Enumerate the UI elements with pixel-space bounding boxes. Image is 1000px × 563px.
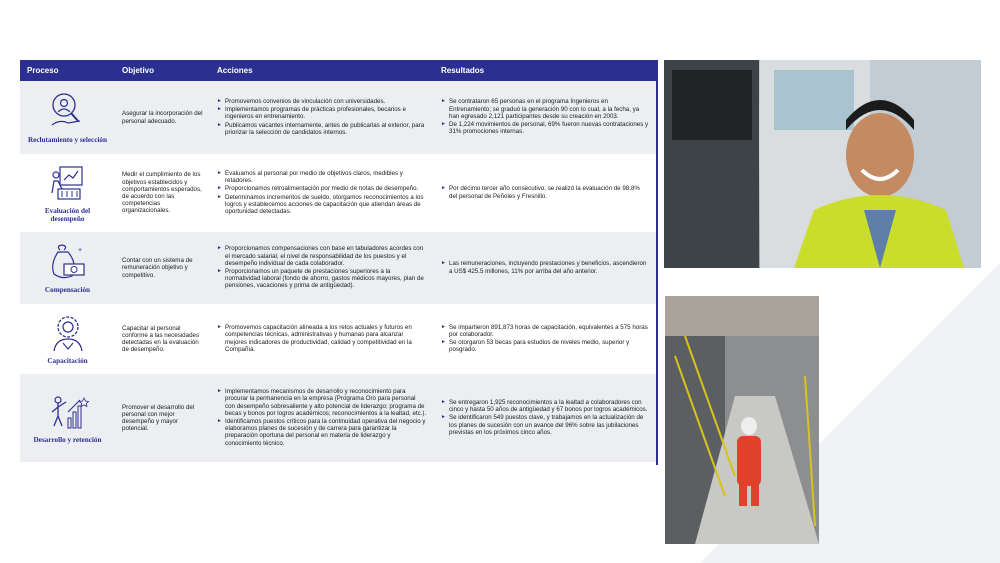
list-item: ► Implementamos programas de prácticas profesionales, becarios e ingenieros en entrenamiento. — [217, 106, 427, 120]
compensation-icon — [46, 242, 90, 284]
list-item: ► Evaluamos al personal por medio de objetivos claros, medibles y retadores. — [217, 170, 427, 184]
process-label: Evaluación del desempeño — [44, 207, 91, 224]
header-proceso: Proceso — [27, 66, 59, 75]
header-objetivo: Objetivo — [122, 66, 155, 75]
list-item: ► De 1,224 movimientos de personal, 69% fueron nuevas contrataciones y 31% promociones internas. — [441, 121, 649, 135]
process-cell — [20, 81, 115, 154]
training-icon — [46, 313, 90, 355]
table-divider — [656, 60, 658, 465]
objective-cell: Asegurar la incorporación del personal adecuado. — [122, 110, 203, 125]
list-item: ► Identificamos puestos críticos para la continuidad operativa del negocio y elaboramos planes de sucesión y de carrera para garantizar la preparación oportuna del personal en materia de liderazgo y conocimiento técnico. — [217, 418, 427, 447]
header-resultados: Resultados — [441, 66, 485, 75]
list-item: ► Se contrataron 65 personas en el programa Ingenieros en Entrenamiento; se graduó la generación 90 con lo cual, a la fecha, ya han egresado 2,121 participantes desde su creación en 2003. — [441, 98, 649, 120]
list-item: ► Se impartieron 891,873 horas de capacitación, equivalentes a 575 horas por colaborador. — [441, 324, 649, 338]
process-label: Reclutamiento y selección — [27, 135, 108, 144]
results-cell — [434, 156, 656, 230]
staircase-worker-photo — [665, 296, 819, 544]
table-row — [20, 232, 656, 306]
list-item: ► Se identificaron 549 puestos clave, y trabajamos en la actualización de los planes de sucesión con un avance del 96% sobre las jubilaciones previstas en los próximos cinco años. — [441, 414, 649, 436]
results-cell — [434, 306, 656, 372]
list-item: ► Implementamos mecanismos de desarrollo y reconocimiento para procurar la permanencia en la empresa (Programa Oro para personal con desempeño sobresaliente y alto potencial de liderazgo; programa de becas y bonos por logros académicos; reconocimientos a la lealtad, etc.). — [217, 388, 427, 417]
actions-cell — [210, 374, 434, 462]
list-item: ► Promovemos convenios de vinculación con universidades. — [217, 98, 427, 105]
actions-cell — [210, 306, 434, 372]
list-item: ► Se otorgaron 53 becas para estudios de niveles medio, superior y posgrado. — [441, 339, 649, 353]
actions-cell — [210, 156, 434, 230]
process-cell — [20, 306, 115, 372]
list-item: ► Se entregaron 1,925 reconocimientos a la lealtad a colaboradores con cinco y hasta 50 años de antigüedad y 67 bonos por logros académicos. — [441, 399, 649, 413]
list-item: ► Publicamos vacantes internamente, antes de publicarlas al exterior, para priorizar la selección de candidatos internos. — [217, 122, 427, 136]
process-cell — [20, 374, 115, 462]
process-label: Capacitación — [47, 357, 88, 366]
results-cell — [434, 81, 656, 154]
list-item: ► Proporcionamos un paquete de prestaciones superiores a la normatividad laboral (fondo de ahorro, gastos médicos mayores, plan de pensiones, vacaciones y prima de antigüedad). — [217, 268, 427, 290]
list-item: ► Proporcionamos compensaciones con base en tabuladores acordes con el mercado salarial, el nivel de responsabilidad de los puestos y el desempeño individual de cada colaborador. — [217, 245, 427, 267]
process-cell — [20, 156, 115, 230]
svg-text:+: + — [77, 246, 82, 254]
development-icon — [46, 392, 90, 434]
process-label: Compensación — [44, 286, 91, 295]
list-item: ► Determinamos incrementos de sueldo, otorgamos reconocimientos a los logros y establecemos acciones de capacitación que atiendan áreas de oportunidad detectadas. — [217, 194, 427, 216]
table-row — [20, 156, 656, 232]
results-cell — [434, 232, 656, 304]
actions-cell — [210, 81, 434, 154]
table-row — [20, 81, 656, 156]
list-item: ► Las remuneraciones, incluyendo prestaciones y beneficios, ascendieron a US$ 425.5 millones, 11% por arriba del año anterior. — [441, 260, 649, 274]
objective-cell: Contar con un sistema de remuneración objetivo y competitivo. — [122, 257, 193, 279]
process-label: Desarrollo y retención — [33, 436, 102, 445]
results-cell — [434, 374, 656, 462]
table-row — [20, 374, 656, 464]
objective-cell: Capacitar al personal conforme a las necesidades detectadas en la evaluación de desempeño. — [122, 324, 200, 354]
hr-processes-table — [20, 60, 656, 464]
list-item: ► Por décimo tercer año consecutivo, se realizó la evaluación de 98.8% del personal de Peñoles y Fresnillo. — [441, 185, 649, 199]
table-header — [20, 60, 656, 81]
objective-cell: Medir el cumplimiento de los objetivos establecidos y comportamientos esperados, de acuerdo con las competencias organizacionales. — [122, 171, 202, 215]
header-acciones: Acciones — [217, 66, 253, 75]
list-item: ► Promovemos capacitación alineada a los retos actuales y futuros en competencias técnicas, administrativas y humanas para alcanzar mejores indicadores de productividad, calidad y competitividad en la Compañía. — [217, 324, 427, 353]
process-cell — [20, 232, 115, 304]
evaluation-icon — [46, 163, 90, 205]
objective-cell: Promover el desarrollo del personal con mejor desempeño y mayor potencial. — [122, 403, 195, 433]
table-row — [20, 306, 656, 374]
list-item: ► Proporcionamos retroalimentación por medio de notas de desempeño. — [217, 185, 427, 192]
worker-photo — [664, 60, 981, 268]
recruitment-icon — [46, 91, 90, 133]
actions-cell — [210, 232, 434, 304]
